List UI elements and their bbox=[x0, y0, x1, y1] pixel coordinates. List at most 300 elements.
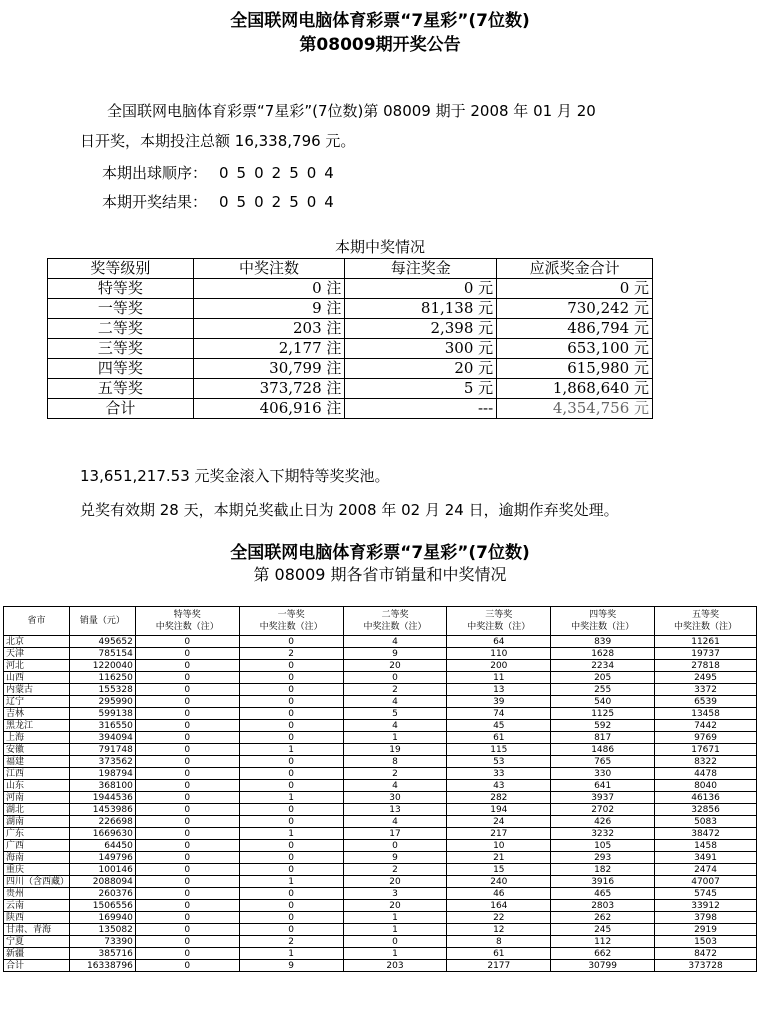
province-value-cell: 0 bbox=[239, 804, 343, 816]
province-value-cell: 662 bbox=[551, 948, 655, 960]
province-row bbox=[4, 636, 757, 648]
province-value-cell: 33 bbox=[447, 768, 551, 780]
province-value-cell: 11 bbox=[447, 672, 551, 684]
province-row bbox=[4, 708, 757, 720]
province-name-cell: 吉林 bbox=[4, 708, 70, 720]
province-value-cell: 19 bbox=[343, 744, 447, 756]
rollover-note: 13,651,217.53 元奖金滚入下期特等奖奖池。 bbox=[80, 467, 390, 485]
province-value-cell: 4 bbox=[343, 636, 447, 648]
province-value-cell: 155328 bbox=[69, 684, 135, 696]
province-value-cell: 16338796 bbox=[69, 960, 135, 972]
province-row bbox=[4, 852, 757, 864]
province-value-cell: 0 bbox=[239, 840, 343, 852]
province-value-cell: 5083 bbox=[655, 816, 757, 828]
province-value-cell: 2 bbox=[343, 684, 447, 696]
province-value-cell: 39 bbox=[447, 696, 551, 708]
province-value-cell: 1 bbox=[343, 924, 447, 936]
province-value-cell: 282 bbox=[447, 792, 551, 804]
province-value-cell: 0 bbox=[135, 924, 239, 936]
province-row bbox=[4, 780, 757, 792]
page-title: 全国联网电脑体育彩票“7星彩”(7位数) bbox=[230, 11, 530, 31]
province-subtitle: 第 08009 期各省市销量和中奖情况 bbox=[253, 565, 507, 584]
province-value-cell: 394094 bbox=[69, 732, 135, 744]
prize-cell-count: 373,728 注 bbox=[193, 379, 345, 399]
province-value-cell: 194 bbox=[447, 804, 551, 816]
prize-cell-count: 203 注 bbox=[193, 319, 345, 339]
province-row bbox=[4, 840, 757, 852]
province-value-cell: 0 bbox=[239, 708, 343, 720]
province-row bbox=[4, 912, 757, 924]
province-value-cell: 33912 bbox=[655, 900, 757, 912]
province-value-cell: 0 bbox=[135, 636, 239, 648]
province-name-cell: 四川（含西藏） bbox=[4, 876, 70, 888]
province-value-cell: 599138 bbox=[69, 708, 135, 720]
province-value-cell: 465 bbox=[551, 888, 655, 900]
province-value-cell: 0 bbox=[135, 696, 239, 708]
province-value-cell: 38472 bbox=[655, 828, 757, 840]
province-value-cell: 245 bbox=[551, 924, 655, 936]
province-value-cell: 20 bbox=[343, 900, 447, 912]
prize-cell-level: 一等奖 bbox=[48, 299, 194, 319]
province-row bbox=[4, 672, 757, 684]
province-value-cell: 0 bbox=[239, 660, 343, 672]
province-value-cell: 240 bbox=[447, 876, 551, 888]
province-name-cell: 福建 bbox=[4, 756, 70, 768]
prize-cell-per: 2,398 元 bbox=[345, 319, 497, 339]
prize-cell-per: 5 元 bbox=[345, 379, 497, 399]
province-value-cell: 2803 bbox=[551, 900, 655, 912]
province-value-cell: 0 bbox=[239, 852, 343, 864]
province-value-cell: 22 bbox=[447, 912, 551, 924]
prize-cell-count: 9 注 bbox=[193, 299, 345, 319]
province-value-cell: 0 bbox=[135, 840, 239, 852]
province-value-cell: 0 bbox=[239, 912, 343, 924]
province-value-cell: 4 bbox=[343, 696, 447, 708]
province-value-cell: 0 bbox=[239, 756, 343, 768]
province-value-cell: 373728 bbox=[655, 960, 757, 972]
province-name-cell: 辽宁 bbox=[4, 696, 70, 708]
province-value-cell: 21 bbox=[447, 852, 551, 864]
province-header-cell: 二等奖 中奖注数（注） bbox=[343, 607, 447, 636]
prize-cell-total: 615,980 元 bbox=[497, 359, 653, 379]
province-value-cell: 32856 bbox=[655, 804, 757, 816]
province-value-cell: 3232 bbox=[551, 828, 655, 840]
province-value-cell: 0 bbox=[135, 888, 239, 900]
province-row bbox=[4, 660, 757, 672]
province-value-cell: 817 bbox=[551, 732, 655, 744]
province-value-cell: 8322 bbox=[655, 756, 757, 768]
province-name-cell: 北京 bbox=[4, 636, 70, 648]
province-value-cell: 2 bbox=[343, 864, 447, 876]
province-name-cell: 河北 bbox=[4, 660, 70, 672]
province-header-cell: 省市 bbox=[4, 607, 70, 636]
province-value-cell: 293 bbox=[551, 852, 655, 864]
province-value-cell: 1453986 bbox=[69, 804, 135, 816]
province-value-cell: 200 bbox=[447, 660, 551, 672]
province-value-cell: 0 bbox=[135, 672, 239, 684]
province-table-header bbox=[4, 607, 757, 636]
province-value-cell: 30 bbox=[343, 792, 447, 804]
province-name-cell: 安徽 bbox=[4, 744, 70, 756]
province-value-cell: 373562 bbox=[69, 756, 135, 768]
province-name-cell: 宁夏 bbox=[4, 936, 70, 948]
header-per: 每注奖金 bbox=[345, 259, 497, 279]
province-value-cell: 368100 bbox=[69, 780, 135, 792]
header-level: 奖等级别 bbox=[48, 259, 194, 279]
prize-cell-per: 20 元 bbox=[345, 359, 497, 379]
prize-cell-level: 五等奖 bbox=[48, 379, 194, 399]
province-value-cell: 0 bbox=[135, 900, 239, 912]
province-value-cell: 61 bbox=[447, 948, 551, 960]
province-value-cell: 0 bbox=[239, 864, 343, 876]
province-row bbox=[4, 948, 757, 960]
province-value-cell: 0 bbox=[239, 696, 343, 708]
province-value-cell: 13458 bbox=[655, 708, 757, 720]
province-value-cell: 0 bbox=[135, 684, 239, 696]
province-value-cell: 1669630 bbox=[69, 828, 135, 840]
expiry-note: 兑奖有效期 28 天，本期兑奖截止日为 2008 年 02 月 24 日，逾期作弃奖处理。 bbox=[80, 501, 619, 519]
province-name-cell: 天津 bbox=[4, 648, 70, 660]
province-value-cell: 1 bbox=[343, 948, 447, 960]
province-value-cell: 19737 bbox=[655, 648, 757, 660]
prize-cell-per: 300 元 bbox=[345, 339, 497, 359]
province-row bbox=[4, 816, 757, 828]
province-row bbox=[4, 792, 757, 804]
province-value-cell: 2 bbox=[239, 936, 343, 948]
province-value-cell: 45 bbox=[447, 720, 551, 732]
province-value-cell: 0 bbox=[135, 792, 239, 804]
province-value-cell: 1125 bbox=[551, 708, 655, 720]
province-value-cell: 115 bbox=[447, 744, 551, 756]
prize-row bbox=[48, 299, 653, 319]
prize-row bbox=[48, 279, 653, 299]
province-value-cell: 330 bbox=[551, 768, 655, 780]
province-value-cell: 17671 bbox=[655, 744, 757, 756]
province-value-cell: 316550 bbox=[69, 720, 135, 732]
province-name-cell: 陕西 bbox=[4, 912, 70, 924]
province-value-cell: 61 bbox=[447, 732, 551, 744]
province-value-cell: 198794 bbox=[69, 768, 135, 780]
province-header-cell: 三等奖 中奖注数（注） bbox=[447, 607, 551, 636]
province-header-cell: 一等奖 中奖注数（注） bbox=[239, 607, 343, 636]
prize-cell-total: 653,100 元 bbox=[497, 339, 653, 359]
province-value-cell: 182 bbox=[551, 864, 655, 876]
province-value-cell: 0 bbox=[135, 864, 239, 876]
province-value-cell: 1 bbox=[343, 732, 447, 744]
province-row bbox=[4, 720, 757, 732]
province-value-cell: 112 bbox=[551, 936, 655, 948]
province-value-cell: 2 bbox=[239, 648, 343, 660]
prize-cell-level: 三等奖 bbox=[48, 339, 194, 359]
province-value-cell: 0 bbox=[135, 828, 239, 840]
province-value-cell: 7442 bbox=[655, 720, 757, 732]
province-value-cell: 0 bbox=[135, 816, 239, 828]
province-name-cell: 贵州 bbox=[4, 888, 70, 900]
province-value-cell: 8040 bbox=[655, 780, 757, 792]
province-value-cell: 203 bbox=[343, 960, 447, 972]
province-value-cell: 11261 bbox=[655, 636, 757, 648]
province-value-cell: 0 bbox=[239, 636, 343, 648]
draw-result-label: 本期开奖结果： bbox=[102, 193, 208, 211]
province-name-cell: 云南 bbox=[4, 900, 70, 912]
province-value-cell: 641 bbox=[551, 780, 655, 792]
province-row bbox=[4, 696, 757, 708]
province-value-cell: 3491 bbox=[655, 852, 757, 864]
province-value-cell: 164 bbox=[447, 900, 551, 912]
province-value-cell: 0 bbox=[135, 756, 239, 768]
province-value-cell: 0 bbox=[135, 936, 239, 948]
prize-cell-total: 0 元 bbox=[497, 279, 653, 299]
province-value-cell: 791748 bbox=[69, 744, 135, 756]
prize-cell-per: 81,138 元 bbox=[345, 299, 497, 319]
header-count: 中奖注数 bbox=[193, 259, 345, 279]
province-name-cell: 上海 bbox=[4, 732, 70, 744]
prize-row bbox=[48, 359, 653, 379]
province-value-cell: 13 bbox=[447, 684, 551, 696]
province-value-cell: 4 bbox=[343, 720, 447, 732]
province-value-cell: 8 bbox=[447, 936, 551, 948]
province-value-cell: 426 bbox=[551, 816, 655, 828]
province-value-cell: 260376 bbox=[69, 888, 135, 900]
draw-order-numbers: 0502504 bbox=[219, 164, 342, 182]
province-value-cell: 4478 bbox=[655, 768, 757, 780]
province-value-cell: 1486 bbox=[551, 744, 655, 756]
province-value-cell: 8472 bbox=[655, 948, 757, 960]
province-value-cell: 0 bbox=[135, 876, 239, 888]
prize-row bbox=[48, 399, 653, 419]
province-name-cell: 湖北 bbox=[4, 804, 70, 816]
province-value-cell: 9 bbox=[239, 960, 343, 972]
intro-line-1: 全国联网电脑体育彩票“7星彩”(7位数)第 08009 期于 2008 年 01 月 20 bbox=[107, 102, 596, 120]
province-value-cell: 1458 bbox=[655, 840, 757, 852]
province-value-cell: 1220040 bbox=[69, 660, 135, 672]
prize-row bbox=[48, 319, 653, 339]
province-value-cell: 0 bbox=[239, 816, 343, 828]
province-row bbox=[4, 828, 757, 840]
prize-row bbox=[48, 339, 653, 359]
province-value-cell: 540 bbox=[551, 696, 655, 708]
province-value-cell: 3798 bbox=[655, 912, 757, 924]
province-value-cell: 295990 bbox=[69, 696, 135, 708]
province-value-cell: 73390 bbox=[69, 936, 135, 948]
province-value-cell: 169940 bbox=[69, 912, 135, 924]
province-row bbox=[4, 924, 757, 936]
province-value-cell: 3 bbox=[343, 888, 447, 900]
prize-cell-total: 1,868,640 元 bbox=[497, 379, 653, 399]
province-name-cell: 广西 bbox=[4, 840, 70, 852]
province-value-cell: 226698 bbox=[69, 816, 135, 828]
province-table bbox=[3, 606, 757, 972]
province-value-cell: 2177 bbox=[447, 960, 551, 972]
header-total: 应派奖金合计 bbox=[497, 259, 653, 279]
prize-cell-per: 0 元 bbox=[345, 279, 497, 299]
prize-cell-count: 406,916 注 bbox=[193, 399, 345, 419]
province-row bbox=[4, 732, 757, 744]
province-value-cell: 385716 bbox=[69, 948, 135, 960]
prize-cell-level: 特等奖 bbox=[48, 279, 194, 299]
province-value-cell: 1 bbox=[239, 876, 343, 888]
province-name-cell: 重庆 bbox=[4, 864, 70, 876]
province-name-cell: 新疆 bbox=[4, 948, 70, 960]
page-subtitle: 第08009期开奖公告 bbox=[299, 35, 461, 55]
province-value-cell: 6539 bbox=[655, 696, 757, 708]
province-value-cell: 1 bbox=[239, 948, 343, 960]
province-value-cell: 17 bbox=[343, 828, 447, 840]
province-value-cell: 2234 bbox=[551, 660, 655, 672]
province-value-cell: 0 bbox=[135, 948, 239, 960]
province-value-cell: 0 bbox=[135, 708, 239, 720]
province-row bbox=[4, 864, 757, 876]
province-value-cell: 1 bbox=[343, 912, 447, 924]
draw-result bbox=[102, 191, 342, 212]
province-name-cell: 山西 bbox=[4, 672, 70, 684]
draw-result-numbers: 0502504 bbox=[219, 193, 342, 211]
province-value-cell: 2 bbox=[343, 768, 447, 780]
province-value-cell: 74 bbox=[447, 708, 551, 720]
province-value-cell: 10 bbox=[447, 840, 551, 852]
province-value-cell: 0 bbox=[135, 852, 239, 864]
province-value-cell: 5 bbox=[343, 708, 447, 720]
province-value-cell: 1506556 bbox=[69, 900, 135, 912]
province-row bbox=[4, 936, 757, 948]
prize-cell-count: 30,799 注 bbox=[193, 359, 345, 379]
province-value-cell: 135082 bbox=[69, 924, 135, 936]
province-value-cell: 1503 bbox=[655, 936, 757, 948]
province-value-cell: 0 bbox=[343, 672, 447, 684]
province-value-cell: 9769 bbox=[655, 732, 757, 744]
province-value-cell: 13 bbox=[343, 804, 447, 816]
province-value-cell: 9 bbox=[343, 648, 447, 660]
province-value-cell: 0 bbox=[135, 744, 239, 756]
province-value-cell: 4 bbox=[343, 780, 447, 792]
province-value-cell: 8 bbox=[343, 756, 447, 768]
province-value-cell: 0 bbox=[239, 672, 343, 684]
province-value-cell: 27818 bbox=[655, 660, 757, 672]
province-value-cell: 64 bbox=[447, 636, 551, 648]
province-value-cell: 217 bbox=[447, 828, 551, 840]
province-value-cell: 43 bbox=[447, 780, 551, 792]
province-name-cell: 湖南 bbox=[4, 816, 70, 828]
province-value-cell: 1 bbox=[239, 828, 343, 840]
province-row bbox=[4, 876, 757, 888]
province-value-cell: 785154 bbox=[69, 648, 135, 660]
province-value-cell: 5745 bbox=[655, 888, 757, 900]
province-value-cell: 0 bbox=[135, 960, 239, 972]
province-name-cell: 黑龙江 bbox=[4, 720, 70, 732]
province-row bbox=[4, 804, 757, 816]
province-value-cell: 12 bbox=[447, 924, 551, 936]
province-value-cell: 15 bbox=[447, 864, 551, 876]
province-value-cell: 149796 bbox=[69, 852, 135, 864]
province-header-cell: 四等奖 中奖注数（注） bbox=[551, 607, 655, 636]
prize-cell-per: --- bbox=[345, 399, 497, 419]
province-value-cell: 0 bbox=[135, 660, 239, 672]
province-value-cell: 205 bbox=[551, 672, 655, 684]
province-header-cell: 销量（元） bbox=[69, 607, 135, 636]
prize-cell-count: 2,177 注 bbox=[193, 339, 345, 359]
prize-table-caption: 本期中奖情况 bbox=[334, 238, 425, 256]
province-row bbox=[4, 648, 757, 660]
province-header-cell: 特等奖 中奖注数（注） bbox=[135, 607, 239, 636]
province-value-cell: 4 bbox=[343, 816, 447, 828]
prize-cell-total: 4,354,756 元 bbox=[497, 399, 653, 419]
prize-row bbox=[48, 379, 653, 399]
province-value-cell: 0 bbox=[239, 768, 343, 780]
province-value-cell: 592 bbox=[551, 720, 655, 732]
province-value-cell: 105 bbox=[551, 840, 655, 852]
prize-cell-total: 730,242 元 bbox=[497, 299, 653, 319]
province-value-cell: 0 bbox=[343, 936, 447, 948]
province-value-cell: 64450 bbox=[69, 840, 135, 852]
province-name-cell: 内蒙古 bbox=[4, 684, 70, 696]
province-value-cell: 100146 bbox=[69, 864, 135, 876]
province-value-cell: 2495 bbox=[655, 672, 757, 684]
draw-order bbox=[102, 162, 342, 183]
province-name-cell: 江西 bbox=[4, 768, 70, 780]
province-value-cell: 116250 bbox=[69, 672, 135, 684]
province-row bbox=[4, 900, 757, 912]
province-value-cell: 0 bbox=[239, 924, 343, 936]
province-row bbox=[4, 744, 757, 756]
province-title: 全国联网电脑体育彩票“7星彩”(7位数) bbox=[230, 543, 530, 563]
province-value-cell: 0 bbox=[239, 732, 343, 744]
province-value-cell: 2919 bbox=[655, 924, 757, 936]
province-value-cell: 0 bbox=[239, 888, 343, 900]
province-value-cell: 3372 bbox=[655, 684, 757, 696]
prize-cell-level: 合计 bbox=[48, 399, 194, 419]
prize-cell-level: 二等奖 bbox=[48, 319, 194, 339]
province-value-cell: 20 bbox=[343, 876, 447, 888]
province-name-cell: 河南 bbox=[4, 792, 70, 804]
prize-cell-total: 486,794 元 bbox=[497, 319, 653, 339]
province-value-cell: 1 bbox=[239, 792, 343, 804]
intro-line-2: 日开奖，本期投注总额 16,338,796 元。 bbox=[80, 132, 356, 150]
province-value-cell: 46136 bbox=[655, 792, 757, 804]
province-value-cell: 9 bbox=[343, 852, 447, 864]
prize-cell-level: 四等奖 bbox=[48, 359, 194, 379]
province-value-cell: 0 bbox=[135, 768, 239, 780]
province-value-cell: 0 bbox=[343, 840, 447, 852]
province-value-cell: 495652 bbox=[69, 636, 135, 648]
province-value-cell: 1 bbox=[239, 744, 343, 756]
province-value-cell: 2088094 bbox=[69, 876, 135, 888]
province-value-cell: 46 bbox=[447, 888, 551, 900]
province-value-cell: 1628 bbox=[551, 648, 655, 660]
province-value-cell: 3937 bbox=[551, 792, 655, 804]
province-value-cell: 0 bbox=[239, 780, 343, 792]
province-value-cell: 0 bbox=[135, 912, 239, 924]
prize-table bbox=[47, 258, 653, 419]
draw-order-label: 本期出球顺序： bbox=[102, 164, 208, 182]
province-value-cell: 1944536 bbox=[69, 792, 135, 804]
province-value-cell: 0 bbox=[239, 684, 343, 696]
province-value-cell: 30799 bbox=[551, 960, 655, 972]
province-value-cell: 839 bbox=[551, 636, 655, 648]
province-value-cell: 2474 bbox=[655, 864, 757, 876]
province-row bbox=[4, 888, 757, 900]
province-value-cell: 262 bbox=[551, 912, 655, 924]
prize-cell-count: 0 注 bbox=[193, 279, 345, 299]
province-value-cell: 0 bbox=[135, 732, 239, 744]
province-value-cell: 47007 bbox=[655, 876, 757, 888]
province-row bbox=[4, 960, 757, 972]
province-value-cell: 0 bbox=[135, 720, 239, 732]
province-name-cell: 甘肃、青海 bbox=[4, 924, 70, 936]
province-value-cell: 20 bbox=[343, 660, 447, 672]
province-header-cell: 五等奖 中奖注数（注） bbox=[655, 607, 757, 636]
province-value-cell: 24 bbox=[447, 816, 551, 828]
province-value-cell: 0 bbox=[135, 804, 239, 816]
